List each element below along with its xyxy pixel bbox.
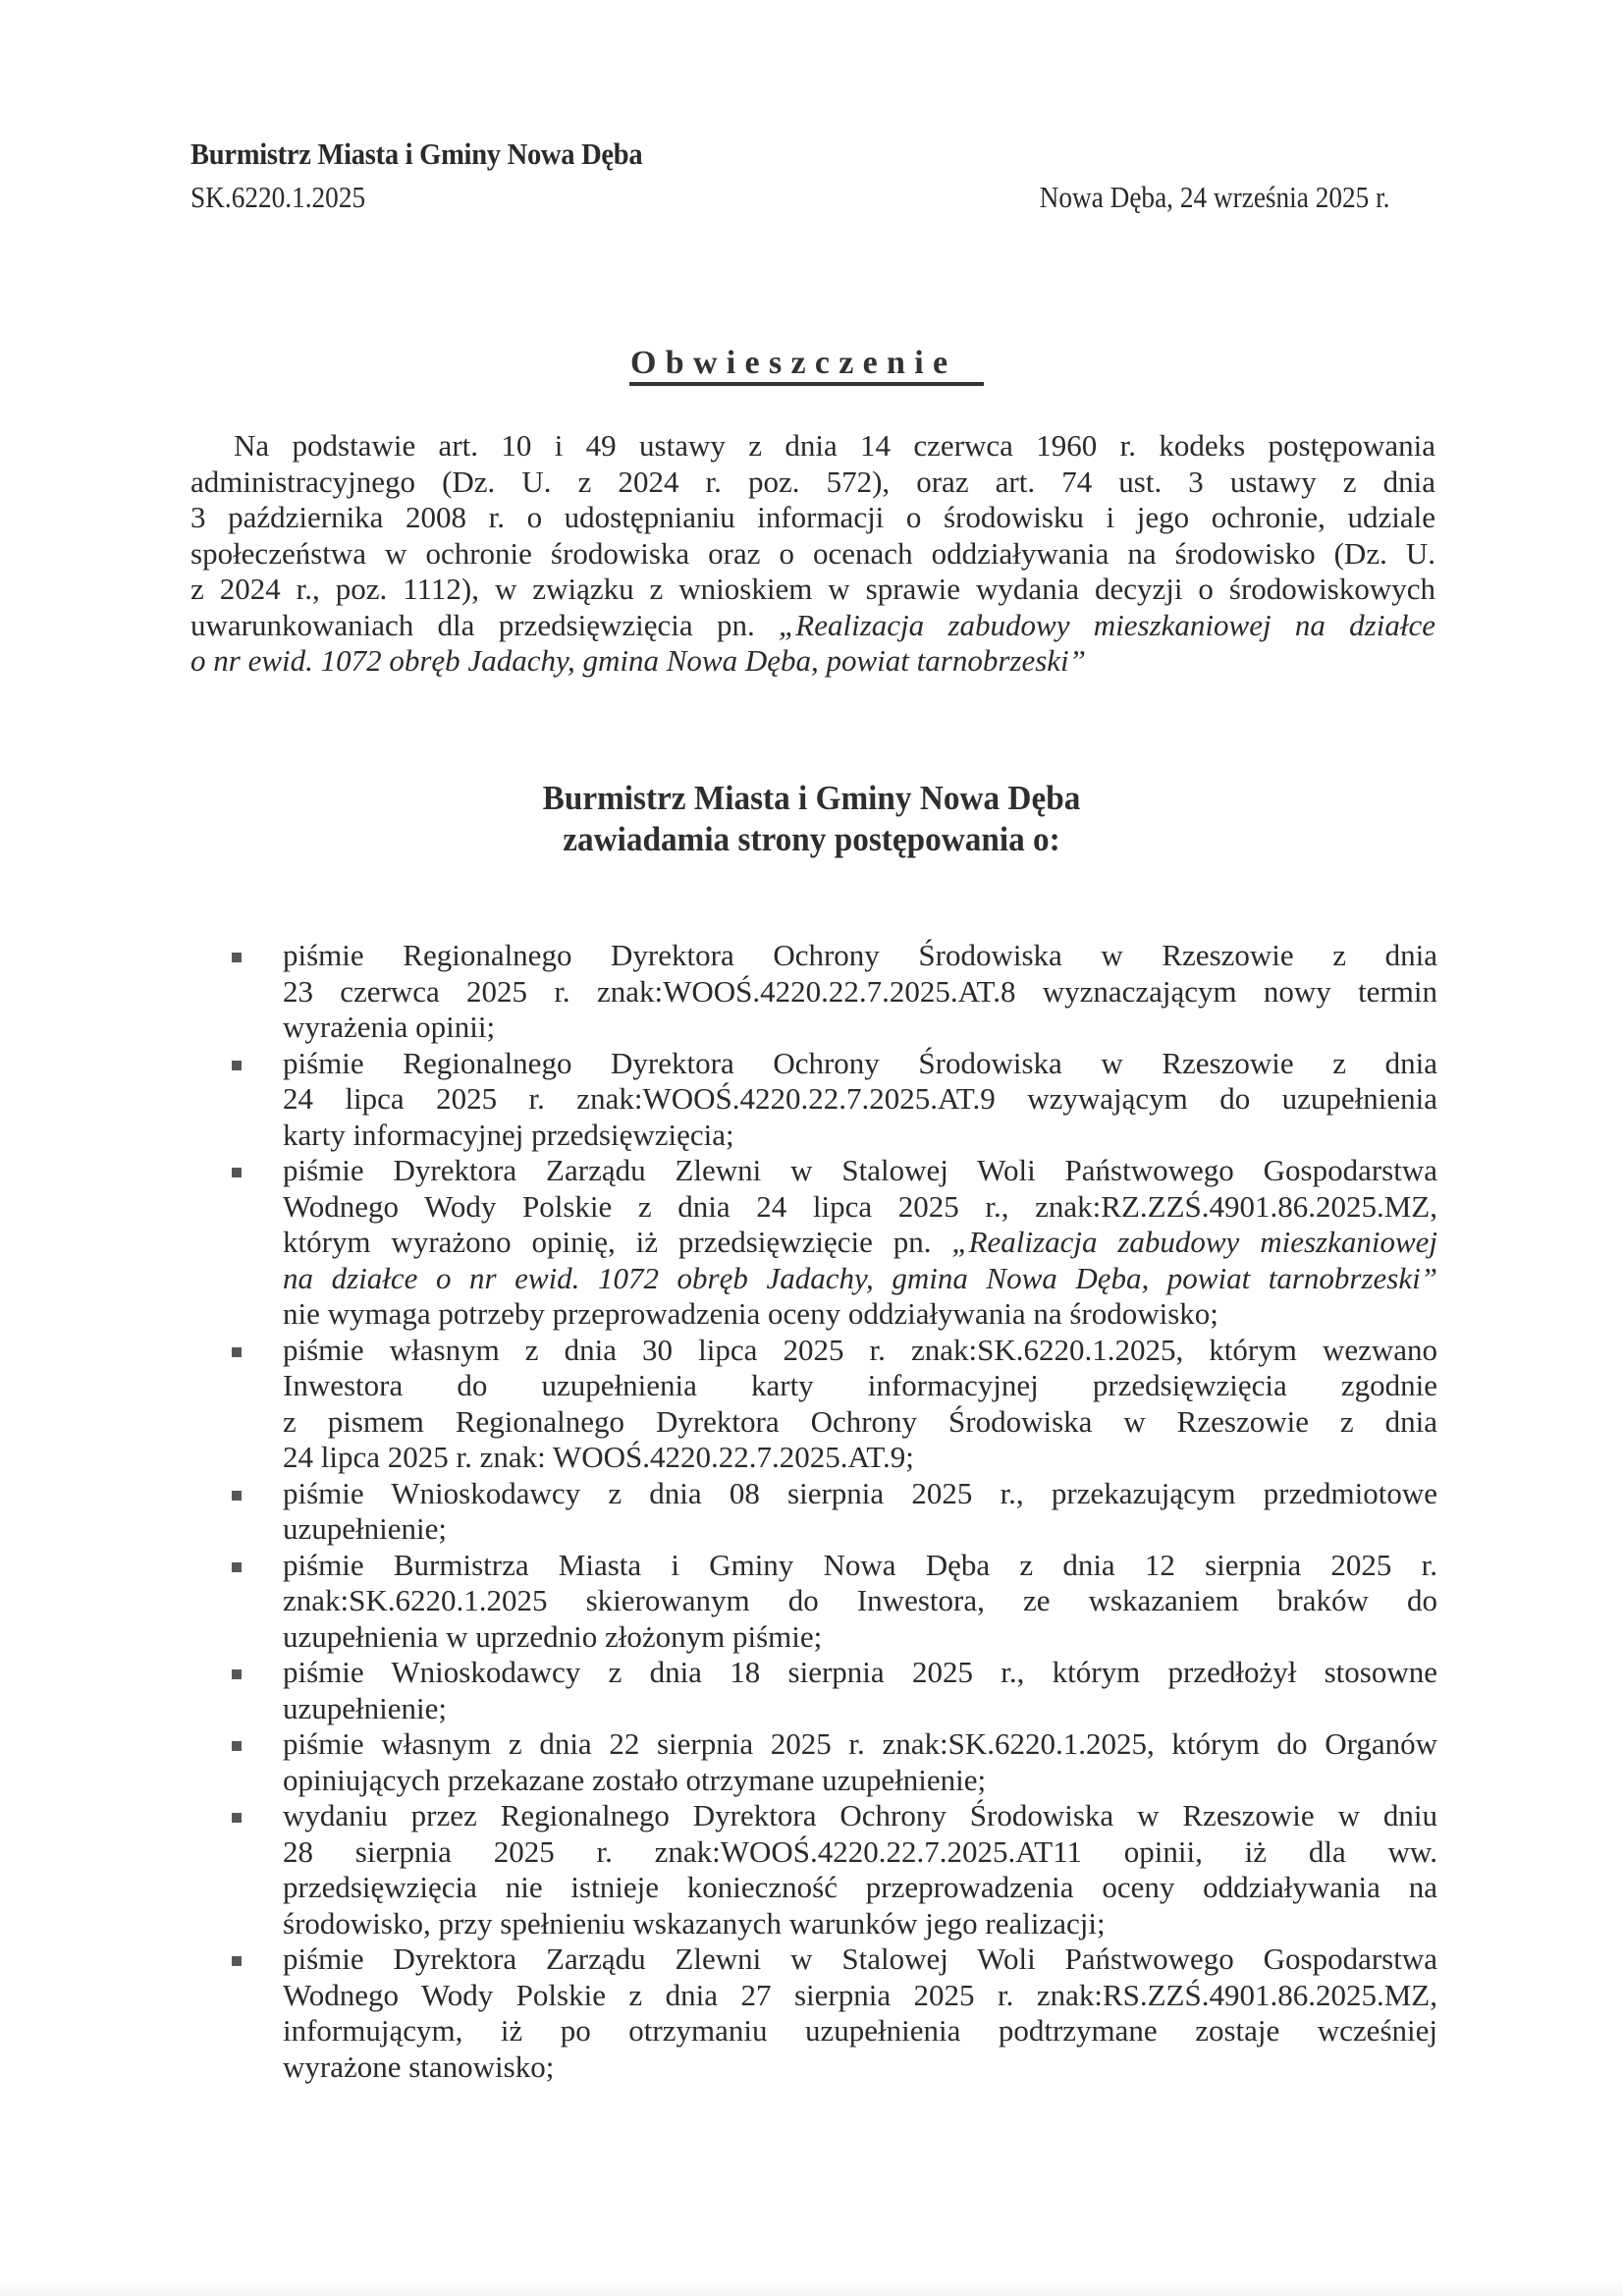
notice-item <box>232 1333 1437 1476</box>
title-underline <box>629 382 984 386</box>
place-and-date: Nowa Dęba, 24 września 2025 r. <box>1039 180 1389 214</box>
notice-item-line <box>283 1476 1437 1512</box>
notice-item-line <box>283 1153 1437 1189</box>
line-text: piśmie Burmistrza Miasta i Gminy Nowa Dęba z dnia 12 sierpnia 2025 r. <box>283 1547 1437 1582</box>
line-text: administracyjnego (Dz. U. z 2024 r. poz. 572), oraz art. 74 ust. 3 ustawy z dnia <box>190 464 1435 499</box>
notice-item <box>232 1798 1437 1941</box>
line-text: uzupełnienia w uprzednio złożonym piśmie; <box>283 1618 823 1654</box>
line-text: piśmie własnym z dnia 22 sierpnia 2025 r. znak:SK.6220.1.2025, którym do Organów <box>283 1726 1437 1761</box>
square-bullet-icon <box>232 1347 242 1357</box>
project-name-italic: „Realizacja zabudowy mieszkaniowej <box>951 1225 1438 1259</box>
notice-items-list <box>232 938 1437 2085</box>
notice-item-line <box>283 1906 1437 1942</box>
notice-item-line <box>283 938 1437 974</box>
line-text: 24 lipca 2025 r. znak:WOOŚ.4220.22.7.2025.AT.9 wzywającym do uzupełnienia <box>283 1081 1437 1116</box>
intro-line <box>190 465 1435 501</box>
intro-line <box>190 643 1435 680</box>
notice-item <box>232 1548 1437 1656</box>
notice-item-line <box>283 1368 1437 1404</box>
line-text: 28 sierpnia 2025 r. znak:WOOŚ.4220.22.7.2025.AT11 opinii, iż dla ww. <box>283 1833 1437 1869</box>
line-text: którym wyrażono opinię, iż przedsięwzięcie pn. <box>283 1225 952 1259</box>
intro-line <box>234 428 1435 465</box>
notice-item-line <box>283 1081 1437 1118</box>
square-bullet-icon <box>232 1741 242 1751</box>
notice-item <box>232 1726 1437 1798</box>
line-text: uzupełnienie; <box>283 1511 447 1546</box>
notice-item-text <box>283 1798 1437 1941</box>
reference-number: SK.6220.1.2025 <box>190 180 366 214</box>
line-text: informującym, iż po otrzymaniu uzupełnienia podtrzymane zostaje wcześniej <box>283 2013 1437 2048</box>
square-bullet-icon <box>232 1491 242 1501</box>
line-text: 3 października 2008 r. o udostępnianiu informacji o środowisku i jego ochronie, udziale <box>190 500 1435 534</box>
line-text: wydaniu przez Regionalnego Dyrektora Ochrony Środowiska w Rzeszowie w dniu <box>283 1798 1437 1832</box>
notice-item-line <box>283 1978 1437 2014</box>
line-text: karty informacyjnej przedsięwzięcia; <box>283 1117 734 1152</box>
notice-item-line <box>283 1583 1437 1619</box>
line-text: piśmie Wnioskodawcy z dnia 18 sierpnia 2025 r., którym przedłożył stosowne <box>283 1655 1437 1689</box>
document-title: Obwieszczenie <box>630 345 957 381</box>
line-text: 23 czerwca 2025 r. znak:WOOŚ.4220.22.7.2025.AT.8 wyznaczającym nowy termin <box>283 973 1437 1009</box>
notice-item <box>232 938 1437 1046</box>
line-text: Na podstawie art. 10 i 49 ustawy z dnia 14 czerwca 1960 r. kodeks postępowania <box>234 428 1435 463</box>
notice-heading-authority: Burmistrz Miasta i Gminy Nowa Dęba <box>542 779 1081 817</box>
line-text: środowisko, przy spełnieniu wskazanych warunków jego realizacji; <box>283 1905 1106 1941</box>
notice-item-line <box>283 2013 1437 2050</box>
line-text: przedsięwzięcia nie istnieje konieczność przeprowadzenia oceny oddziaływania na <box>283 1870 1437 1904</box>
line-text: piśmie własnym z dnia 30 lipca 2025 r. znak:SK.6220.1.2025, którym wezwano <box>283 1332 1437 1367</box>
square-bullet-icon <box>232 1562 242 1572</box>
square-bullet-icon <box>232 1669 242 1679</box>
notice-item-line <box>283 1296 1437 1333</box>
line-text: społeczeństwa w ochronie środowiska oraz o ocenach oddziaływania na środowisko (Dz. U. <box>190 535 1435 571</box>
notice-item-line <box>283 1763 1437 1799</box>
line-text: Wodnego Wody Polskie z dnia 24 lipca 2025 r., znak:RZ.ZZŚ.4901.86.2025.MZ, <box>283 1188 1437 1224</box>
line-text: uzupełnienie; <box>283 1690 447 1725</box>
notice-item-line <box>283 1046 1437 1082</box>
line-text: wyrażone stanowisko; <box>283 2049 555 2084</box>
line-text: z 2024 r., poz. 1112), w związku z wnioskiem w sprawie wydania decyzji o środowiskowych <box>190 572 1435 606</box>
line-text: nie wymaga potrzeby przeprowadzenia oceny oddziaływania na środowisko; <box>283 1296 1218 1331</box>
notice-item-line <box>283 1941 1437 1978</box>
intro-line <box>190 536 1435 573</box>
square-bullet-icon <box>232 1168 242 1177</box>
line-text: piśmie Regionalnego Dyrektora Ochrony Środowiska w Rzeszowie z dnia <box>283 1045 1437 1080</box>
notice-item-line <box>283 1189 1437 1226</box>
scan-edge <box>0 2280 1623 2296</box>
notice-item-line <box>283 1010 1437 1046</box>
line-text: piśmie Wnioskodawcy z dnia 08 sierpnia 2025 r., przekazującym przedmiotowe <box>283 1475 1437 1510</box>
notice-item-text <box>283 1548 1437 1656</box>
line-text: znak:SK.6220.1.2025 skierowanym do Inwestora, ze wskazaniem braków do <box>283 1583 1437 1617</box>
notice-item <box>232 1476 1437 1548</box>
line-text: wyrażenia opinii; <box>283 1010 496 1044</box>
line-text: uwarunkowaniach dla przedsięwzięcia pn. <box>190 607 780 642</box>
line-text: 24 lipca 2025 r. znak: WOOŚ.4220.22.7.2025.AT.9; <box>283 1440 914 1474</box>
line-text: Wodnego Wody Polskie z dnia 27 sierpnia 2025 r. znak:RS.ZZŚ.4901.86.2025.MZ, <box>283 1977 1437 2012</box>
line-text: piśmie Dyrektora Zarządu Zlewni w Stalowej Woli Państwowego Gospodarstwa <box>283 1941 1437 1976</box>
notice-item-text <box>283 1655 1437 1726</box>
square-bullet-icon <box>232 1956 242 1966</box>
line-text: z pismem Regionalnego Dyrektora Ochrony Środowiska w Rzeszowie z dnia <box>283 1403 1437 1439</box>
line-text: piśmie Regionalnego Dyrektora Ochrony Środowiska w Rzeszowie z dnia <box>283 938 1437 972</box>
square-bullet-icon <box>232 953 242 962</box>
notice-item-line <box>283 1870 1437 1906</box>
line-text: piśmie Dyrektora Zarządu Zlewni w Stalowej Woli Państwowego Gospodarstwa <box>283 1153 1437 1187</box>
notice-item <box>232 1046 1437 1154</box>
notice-item-line <box>283 1261 1437 1297</box>
notice-item-text <box>283 1941 1437 2085</box>
notice-item-line <box>283 1834 1437 1871</box>
project-name-italic: o nr ewid. 1072 obręb Jadachy, gmina Nowa Dęba, powiat tarnobrzeski” <box>190 643 1086 678</box>
notice-item-text <box>283 1726 1437 1798</box>
notice-item-line <box>283 1333 1437 1369</box>
issuing-authority: Burmistrz Miasta i Gminy Nowa Dęba <box>190 137 643 171</box>
notice-item-line <box>283 1691 1437 1727</box>
notice-item-line <box>283 974 1437 1011</box>
notice-item-line <box>283 1548 1437 1584</box>
notice-item-text <box>283 1153 1437 1333</box>
notice-item <box>232 1153 1437 1333</box>
notice-item-line <box>283 1798 1437 1834</box>
line-text: opiniujących przekazane zostało otrzymane uzupełnienie; <box>283 1762 987 1797</box>
notice-item-text <box>283 1476 1437 1548</box>
notice-item-line <box>283 1726 1437 1763</box>
notice-item-line <box>283 2050 1437 2086</box>
notice-item-line <box>283 1655 1437 1691</box>
notice-item-line <box>283 1225 1437 1261</box>
notice-item-text <box>283 1046 1437 1154</box>
notice-item-line <box>283 1511 1437 1548</box>
project-name-italic: „Realizacja zabudowy mieszkaniowej na działce <box>779 607 1435 642</box>
notice-item <box>232 1655 1437 1726</box>
notice-item-line <box>283 1404 1437 1441</box>
notice-item-text <box>283 938 1437 1046</box>
notice-item-text <box>283 1333 1437 1476</box>
square-bullet-icon <box>232 1813 242 1823</box>
notice-item <box>232 1941 1437 2085</box>
intro-line <box>190 572 1435 608</box>
project-name-italic: na działce o nr ewid. 1072 obręb Jadachy, gmina Nowa Dęba, powiat tarnobrzeski” <box>283 1260 1437 1295</box>
square-bullet-icon <box>232 1061 242 1070</box>
notice-item-line <box>283 1619 1437 1656</box>
line-text: Inwestora do uzupełnienia karty informacyjnej przedsięwzięcia zgodnie <box>283 1368 1437 1402</box>
notice-item-line <box>283 1118 1437 1154</box>
intro-paragraph <box>190 428 1435 680</box>
notice-heading <box>0 778 1623 860</box>
notice-heading-subject: zawiadamia strony postępowania o: <box>563 820 1060 858</box>
intro-line <box>190 500 1435 536</box>
intro-line <box>190 608 1435 644</box>
notice-item-line <box>283 1440 1437 1476</box>
